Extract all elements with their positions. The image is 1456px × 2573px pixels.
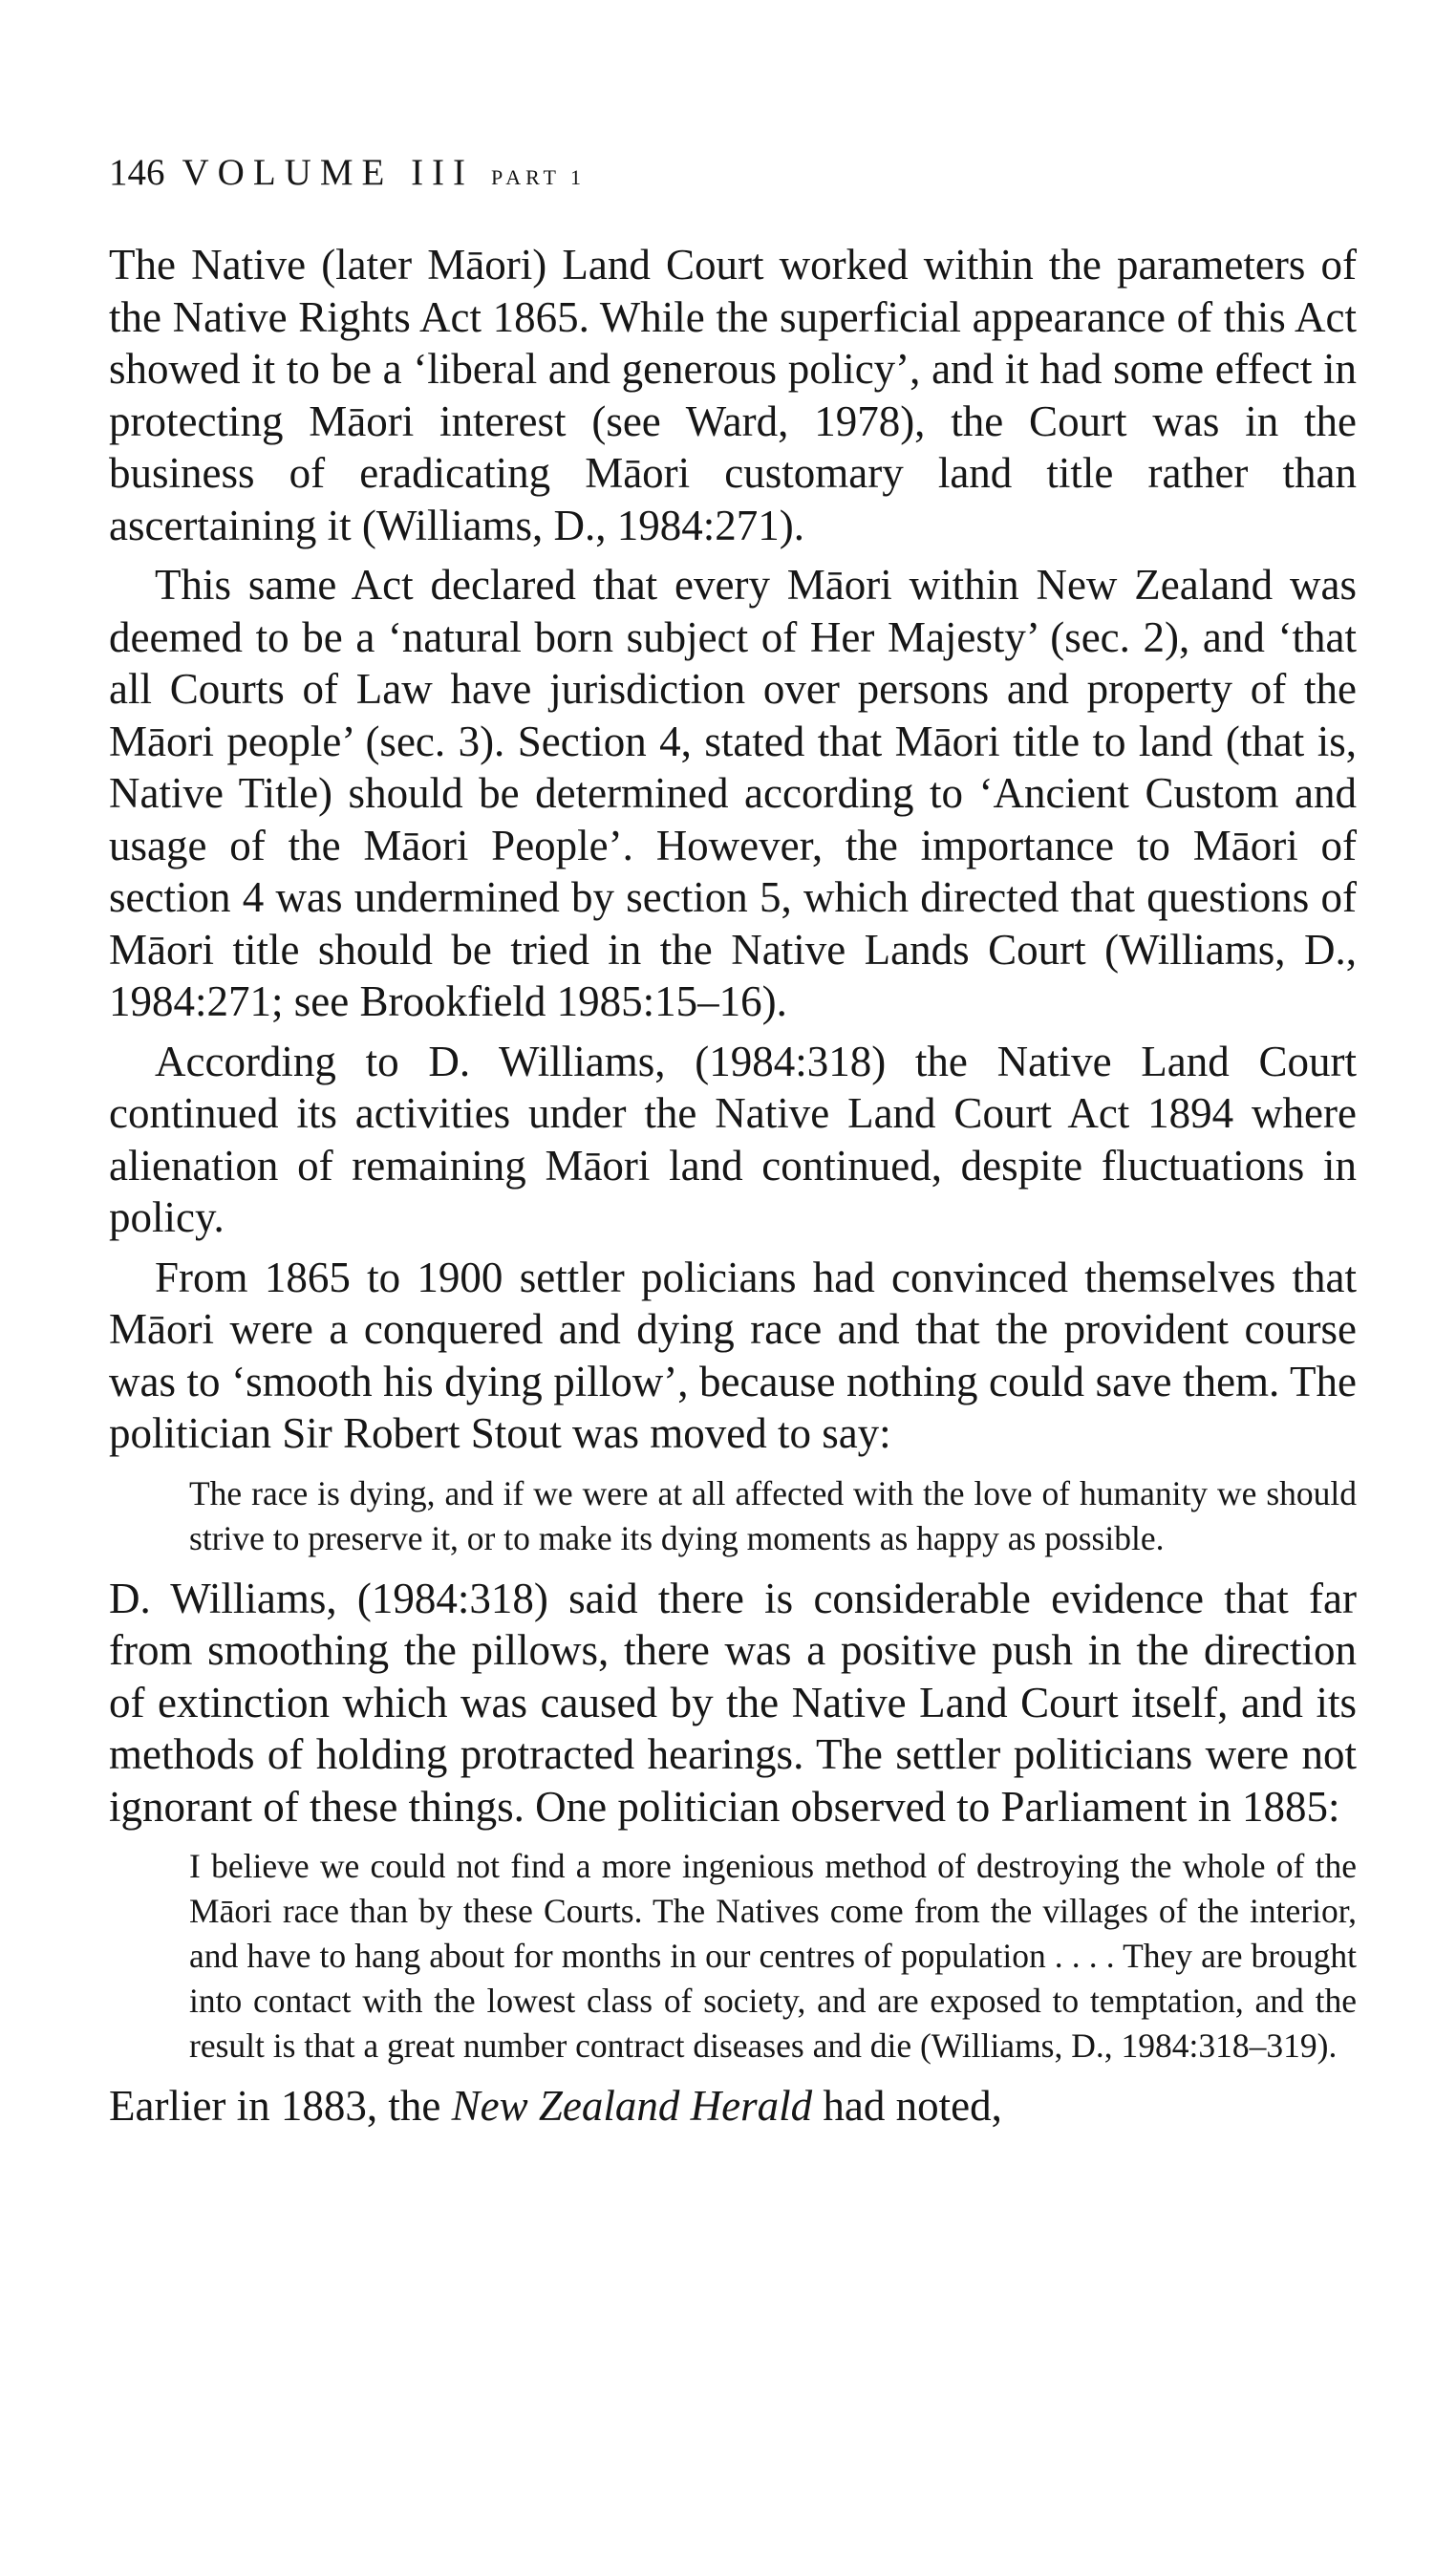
newspaper-title: New Zealand Herald	[451, 2082, 813, 2130]
paragraph-native-land-court-act: According to D. Williams, (1984:318) the Native Land Court continued its activities under the Native Land Court Act 1894 where alienation of remaining Māori land continued, despite fluctuations in policy.	[109, 1037, 1357, 1241]
herald-text-after: had noted,	[812, 2082, 1002, 2130]
paragraph-settler-politicians: From 1865 to 1900 settler policians had convinced themselves that Māori were a conquered and dying race and that the provident course was to ‘smooth his dying pillow’, because nothing could save them. The politician Sir Robert Stout was moved to say:	[109, 1253, 1357, 1457]
paragraph-williams-extinction: D. Williams, (1984:318) said there is considerable evidence that far from smoothing the pillows, there was a positive push in the direction of extinction which was caused by the Native Land Court itself, and its methods of holding protracted hearings. The settler politicians were not ignorant of these things. One politician observed to Parliament in 1885:	[109, 1574, 1357, 1831]
paragraph-native-rights-act: This same Act declared that every Māori within New Zealand was deemed to be a ‘natural born subject of Her Majesty’ (sec. 2), and ‘that all Courts of Law have jurisdiction over persons and property of the Māori people’ (sec. 3). Section 4, stated that Māori title to land (that is, Native Title) should be determined according to ‘Ancient Custom and usage of the Māori People’. However, the importance to Māori of section 4 was undermined by section 5, which directed that questions of Māori title should be tried in the Native Lands Court (Williams, D., 1984:271; see Brookfield 1985:15–16).	[109, 561, 1357, 1025]
paragraph-native-land-court: The Native (later Māori) Land Court worked within the parameters of the Native Rights Act 1865. While the superficial appearance of this Act showed it to be a ‘liberal and generous policy’, and it had some effect in protecting Māori interest (see Ward, 1978), the Court was in the business of eradicating Māori customary land title rather than ascertaining it (Williams, D., 1984:271).	[109, 241, 1357, 549]
volume-label: VOLUME III	[182, 152, 475, 193]
part-label: PART 1	[491, 165, 587, 189]
paragraph-herald	[109, 2080, 1357, 2133]
quote-stout: The race is dying, and if we were at all affected with the love of humanity we should strive to preserve it, or to make its dying moments as happy as possible.	[189, 1473, 1357, 1557]
herald-text-before: Earlier in 1883, the	[109, 2082, 452, 2130]
page-number: 146	[109, 152, 165, 193]
body-text	[109, 239, 1357, 2133]
quote-parliament-1885: I believe we could not find a more ingenious method of destroying the whole of the Māori race than by these Courts. The Natives come from the villages of the interior, and have to hang about for months in our centres of population . . . . They are brought into contact with the lowest class of society, and are exposed to temptation, and the result is that a great number contract diseases and die (Williams, D., 1984:318–319).	[189, 1847, 1357, 2065]
running-head	[109, 151, 586, 194]
